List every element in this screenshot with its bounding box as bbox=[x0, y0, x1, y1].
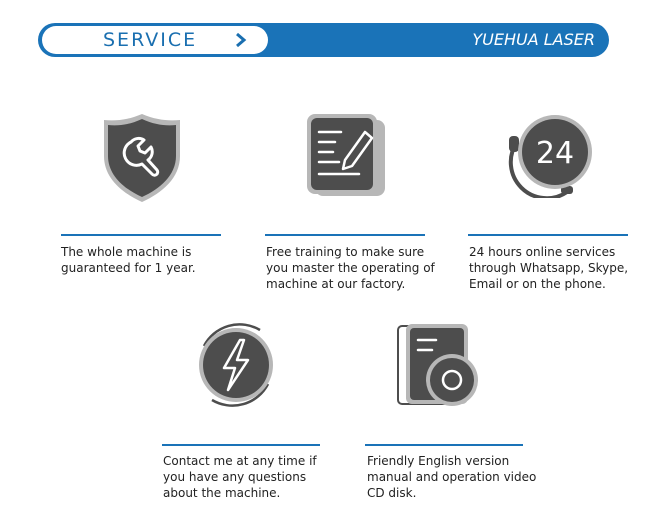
divider-rule bbox=[365, 444, 523, 446]
chevron-right-icon bbox=[233, 30, 249, 50]
divider-rule bbox=[265, 234, 425, 236]
service-description: The whole machine is guaranteed for 1 year. bbox=[61, 245, 196, 275]
brand-name: YUEHUA LASER bbox=[472, 30, 595, 49]
manual-cd-icon bbox=[396, 322, 484, 408]
divider-rule bbox=[162, 444, 320, 446]
page-title: SERVICE bbox=[103, 29, 198, 51]
wrench-shield-icon bbox=[100, 112, 184, 204]
divider-rule bbox=[61, 234, 221, 236]
service-description: Free training to make sure you master the operating of machine at our factory. bbox=[266, 245, 435, 291]
lightning-icon bbox=[190, 320, 282, 410]
divider-rule bbox=[468, 234, 628, 236]
service-description: 24 hours online services through Whatsapp, Skype, Email or on the phone. bbox=[469, 245, 629, 291]
svg-text:24: 24 bbox=[535, 136, 575, 171]
service-description: Friendly English version manual and operation video CD disk. bbox=[367, 454, 537, 500]
document-pen-icon bbox=[305, 112, 389, 198]
24-hour-headset-icon bbox=[505, 112, 593, 198]
service-description: Contact me at any time if you have any questions about the machine. bbox=[163, 454, 317, 500]
